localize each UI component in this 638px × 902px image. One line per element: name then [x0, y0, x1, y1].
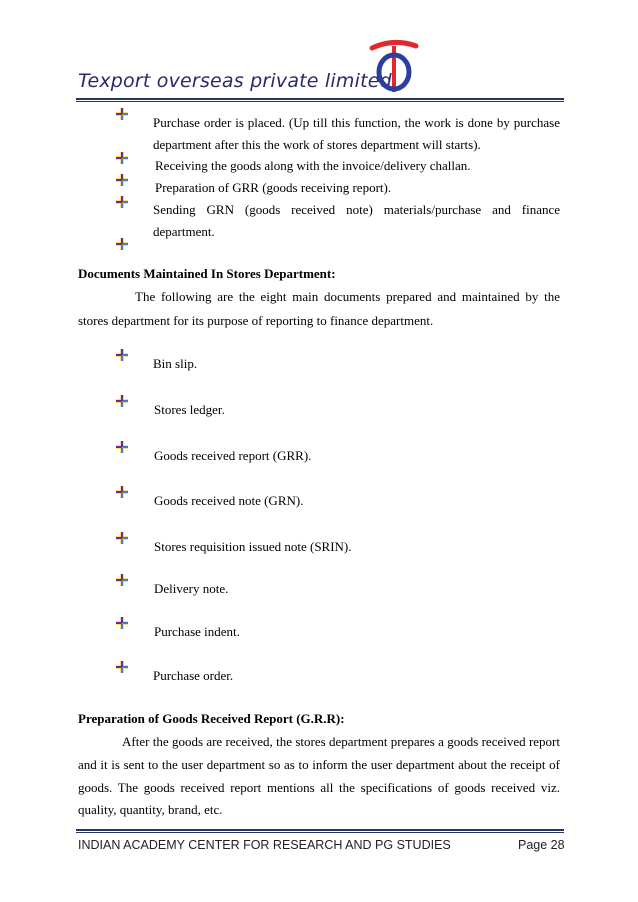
document-item: Goods received report (GRR).: [154, 448, 312, 463]
grr-line-1: After the goods are received, the stores department prepares a goods received report: [122, 734, 560, 749]
step-4-line-2: department.: [153, 224, 215, 239]
header-rule-thin: [76, 101, 564, 102]
grr-line-3: goods. The goods received report mentions all the specifications of goods received viz.: [78, 780, 560, 795]
documents-intro-line-1: The following are the eight main documents prepared and maintained by the: [135, 289, 560, 304]
grr-line-2: and it is sent to the user department so as to inform the user department about the receipt of: [78, 757, 560, 772]
arrow-bullet-icon: [116, 532, 128, 544]
footer-rule: [76, 829, 564, 831]
step-4-line-1: Sending GRN (goods received note) materials/purchase and finance: [153, 202, 560, 217]
page-number: Page 28: [518, 838, 565, 852]
arrow-bullet-icon: [116, 486, 128, 498]
arrow-bullet-icon: [116, 349, 128, 361]
arrow-bullet-icon: [116, 574, 128, 586]
arrow-bullet-icon: [116, 108, 128, 120]
document-item: Goods received note (GRN).: [154, 493, 304, 508]
arrow-bullet-icon: [116, 617, 128, 629]
document-item: Purchase order.: [153, 668, 234, 683]
grr-line-4: quality, quantity, brand, etc.: [78, 802, 223, 817]
header-title: Texport overseas private limited: [78, 70, 392, 92]
step-1-line-2: department after this the work of stores department will starts).: [153, 137, 481, 152]
document-item: Delivery note.: [154, 581, 229, 596]
document-item: Stores requisition issued note (SRIN).: [154, 539, 352, 554]
arrow-bullet-icon: [116, 441, 128, 453]
header-rule: [76, 98, 564, 100]
step-2: Receiving the goods along with the invoice/delivery challan.: [155, 158, 471, 173]
arrow-bullet-icon: [116, 196, 128, 208]
document-item: Bin slip.: [153, 356, 198, 371]
document-item: Purchase indent.: [154, 624, 240, 639]
step-3: Preparation of GRR (goods receiving report).: [155, 180, 392, 195]
arrow-bullet-icon: [116, 238, 128, 250]
company-logo-icon: [368, 36, 420, 96]
document-item: Stores ledger.: [154, 402, 225, 417]
grr-heading: Preparation of Goods Received Report (G.R.R):: [78, 711, 345, 726]
footer-rule-thin: [76, 832, 564, 833]
documents-intro-line-2: stores department for its purpose of reporting to finance department.: [78, 313, 434, 328]
footer-institution: INDIAN ACADEMY CENTER FOR RESEARCH AND PG STUDIES: [78, 838, 451, 852]
arrow-bullet-icon: [116, 174, 128, 186]
arrow-bullet-icon: [116, 152, 128, 164]
arrow-bullet-icon: [116, 395, 128, 407]
documents-heading: Documents Maintained In Stores Department:: [78, 266, 336, 281]
arrow-bullet-icon: [116, 661, 128, 673]
step-1-line-1: Purchase order is placed. (Up till this function, the work is done by purchase: [153, 115, 560, 130]
